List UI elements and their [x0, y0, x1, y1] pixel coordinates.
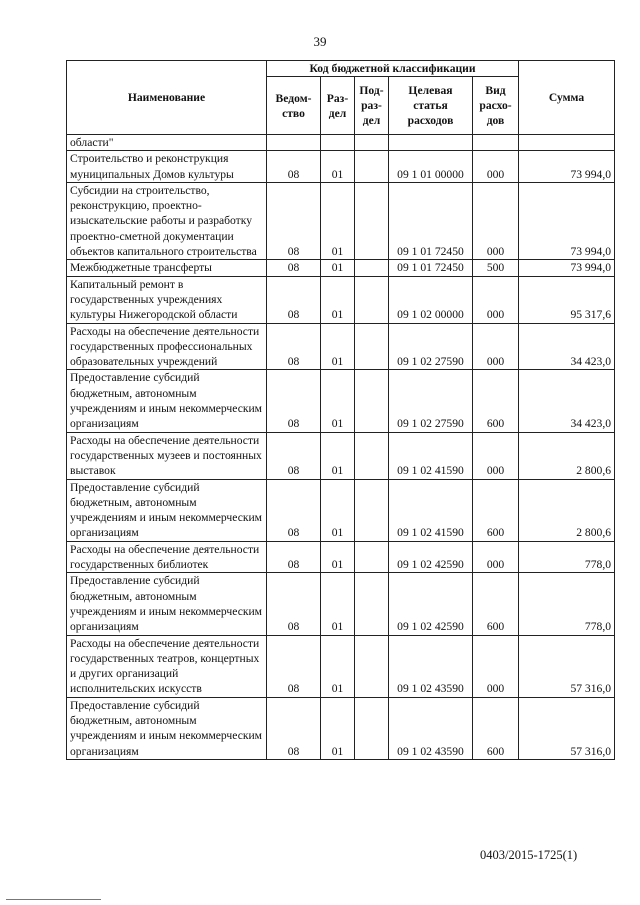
cell-vedomstvo: 08: [267, 182, 321, 259]
cell-sum: 2 800,6: [519, 479, 615, 541]
cell-podrazdel: [355, 135, 389, 151]
cell-vid: 600: [473, 573, 519, 635]
col-header-vid: Вид расхо-дов: [473, 77, 519, 135]
cell-celevaya: [389, 135, 473, 151]
cell-razdel: [321, 135, 355, 151]
cell-sum: 34 423,0: [519, 370, 615, 432]
cell-vedomstvo: 08: [267, 697, 321, 759]
cell-vid: 000: [473, 151, 519, 183]
col-header-razdel: Раз-дел: [321, 77, 355, 135]
cell-name: области": [67, 135, 267, 151]
cell-vedomstvo: 08: [267, 370, 321, 432]
table-row: [67, 260, 615, 276]
cell-podrazdel: [355, 635, 389, 697]
cell-vid: 500: [473, 260, 519, 276]
table-row: [67, 182, 615, 259]
cell-sum: 2 800,6: [519, 432, 615, 479]
cell-vid: 000: [473, 182, 519, 259]
cell-name: Расходы на обеспечение деятельности государственных театров, концертных и других организаций исполнительских искусств: [67, 635, 267, 697]
cell-vedomstvo: 08: [267, 635, 321, 697]
cell-sum: 57 316,0: [519, 697, 615, 759]
cell-vid: 000: [473, 432, 519, 479]
cell-vid: 600: [473, 370, 519, 432]
cell-name: Предоставление субсидий бюджетным, автономным учреждениям и иным некоммерческим организациям: [67, 573, 267, 635]
cell-name: Предоставление субсидий бюджетным, автономным учреждениям и иным некоммерческим организациям: [67, 697, 267, 759]
cell-name: Расходы на обеспечение деятельности государственных библиотек: [67, 541, 267, 573]
cell-vid: 000: [473, 323, 519, 370]
table-row: [67, 479, 615, 541]
table-row: [67, 135, 615, 151]
cell-celevaya: 09 1 01 72450: [389, 260, 473, 276]
cell-vedomstvo: 08: [267, 260, 321, 276]
cell-vid: 600: [473, 479, 519, 541]
cell-name: Расходы на обеспечение деятельности государственных музеев и постоянных выставок: [67, 432, 267, 479]
cell-celevaya: 09 1 02 41590: [389, 432, 473, 479]
col-header-celevaya: Целевая статья расходов: [389, 77, 473, 135]
cell-podrazdel: [355, 182, 389, 259]
cell-name: Предоставление субсидий бюджетным, автономным учреждениям и иным некоммерческим организациям: [67, 479, 267, 541]
cell-vid: 000: [473, 635, 519, 697]
cell-sum: 34 423,0: [519, 323, 615, 370]
cell-podrazdel: [355, 432, 389, 479]
header-row-top: [67, 61, 615, 77]
cell-vedomstvo: [267, 135, 321, 151]
cell-vedomstvo: 08: [267, 573, 321, 635]
cell-name: Капитальный ремонт в государственных учреждениях культуры Нижегородской области: [67, 276, 267, 323]
col-header-vedomstvo: Ведом-ство: [267, 77, 321, 135]
table-row: [67, 635, 615, 697]
table-row: [67, 541, 615, 573]
cell-celevaya: 09 1 02 43590: [389, 635, 473, 697]
cell-vid: 600: [473, 697, 519, 759]
cell-vid: 000: [473, 541, 519, 573]
cell-razdel: 01: [321, 276, 355, 323]
col-header-sum: Сумма: [519, 61, 615, 135]
cell-sum: 73 994,0: [519, 182, 615, 259]
page-number: 39: [313, 34, 327, 49]
cell-podrazdel: [355, 370, 389, 432]
cell-vedomstvo: 08: [267, 276, 321, 323]
cell-vedomstvo: 08: [267, 151, 321, 183]
cell-razdel: 01: [321, 635, 355, 697]
cell-name: Предоставление субсидий бюджетным, автономным учреждениям и иным некоммерческим организациям: [67, 370, 267, 432]
cell-podrazdel: [355, 479, 389, 541]
cell-vedomstvo: 08: [267, 432, 321, 479]
cell-name: Расходы на обеспечение деятельности государственных профессиональных образовательных учреждений: [67, 323, 267, 370]
cell-razdel: 01: [321, 479, 355, 541]
cell-celevaya: 09 1 02 00000: [389, 276, 473, 323]
cell-name: Межбюджетные трансферты: [67, 260, 267, 276]
cell-sum: 778,0: [519, 573, 615, 635]
cell-celevaya: 09 1 02 27590: [389, 370, 473, 432]
footer-rule: [6, 899, 101, 900]
cell-name: Строительство и реконструкция муниципальных Домов культуры: [67, 151, 267, 183]
cell-podrazdel: [355, 573, 389, 635]
cell-razdel: 01: [321, 182, 355, 259]
table-row: [67, 370, 615, 432]
cell-celevaya: 09 1 01 72450: [389, 182, 473, 259]
table-row: [67, 697, 615, 759]
budget-table: [66, 60, 615, 760]
cell-celevaya: 09 1 01 00000: [389, 151, 473, 183]
cell-sum: 778,0: [519, 541, 615, 573]
cell-razdel: 01: [321, 573, 355, 635]
cell-celevaya: 09 1 02 43590: [389, 697, 473, 759]
col-header-classification: Код бюджетной классификации: [267, 61, 519, 77]
cell-razdel: 01: [321, 260, 355, 276]
cell-sum: 73 994,0: [519, 151, 615, 183]
cell-podrazdel: [355, 276, 389, 323]
cell-celevaya: 09 1 02 42590: [389, 541, 473, 573]
cell-razdel: 01: [321, 432, 355, 479]
cell-vedomstvo: 08: [267, 541, 321, 573]
document-code: 0403/2015-1725(1): [480, 848, 578, 862]
cell-name: Субсидии на строительство, реконструкцию, проектно-изыскательские работы и разработку проектно-сметной документации объектов капитального строительства: [67, 182, 267, 259]
cell-vid: [473, 135, 519, 151]
cell-razdel: 01: [321, 541, 355, 573]
cell-celevaya: 09 1 02 27590: [389, 323, 473, 370]
col-header-name: Наименование: [67, 61, 267, 135]
table-row: [67, 151, 615, 183]
table-row: [67, 323, 615, 370]
table-row: [67, 276, 615, 323]
cell-sum: [519, 135, 615, 151]
cell-razdel: 01: [321, 370, 355, 432]
table-row: [67, 573, 615, 635]
col-header-podrazdel: Под-раз-дел: [355, 77, 389, 135]
cell-sum: 57 316,0: [519, 635, 615, 697]
cell-podrazdel: [355, 697, 389, 759]
cell-celevaya: 09 1 02 41590: [389, 479, 473, 541]
cell-vid: 000: [473, 276, 519, 323]
cell-vedomstvo: 08: [267, 323, 321, 370]
cell-celevaya: 09 1 02 42590: [389, 573, 473, 635]
cell-podrazdel: [355, 260, 389, 276]
cell-podrazdel: [355, 323, 389, 370]
cell-razdel: 01: [321, 323, 355, 370]
cell-razdel: 01: [321, 697, 355, 759]
cell-sum: 73 994,0: [519, 260, 615, 276]
table-body: [67, 135, 615, 760]
cell-vedomstvo: 08: [267, 479, 321, 541]
cell-podrazdel: [355, 151, 389, 183]
cell-podrazdel: [355, 541, 389, 573]
cell-sum: 95 317,6: [519, 276, 615, 323]
cell-razdel: 01: [321, 151, 355, 183]
table-row: [67, 432, 615, 479]
